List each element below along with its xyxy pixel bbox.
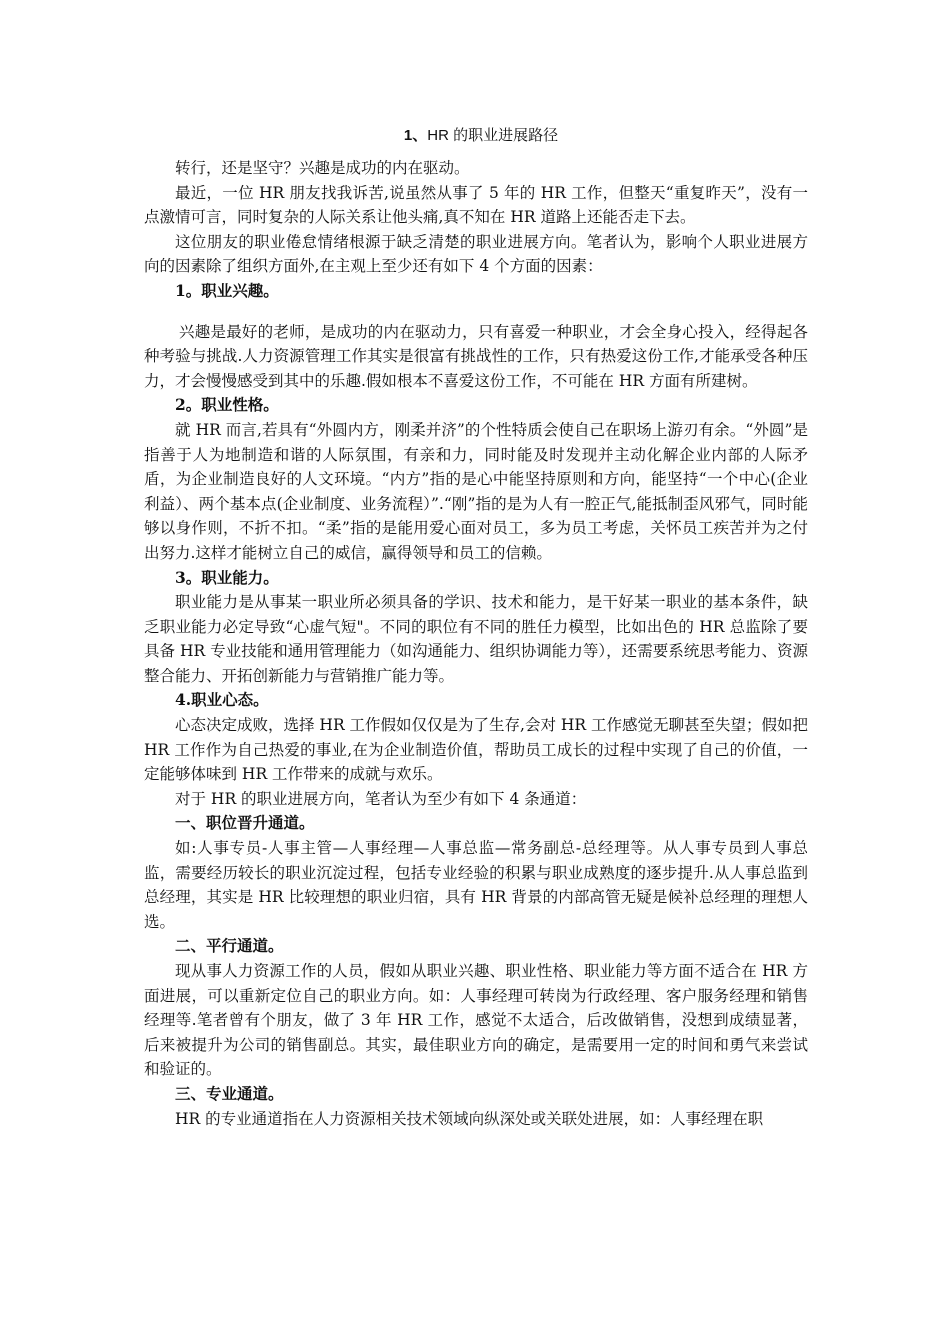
section-heading: 2。职业性格。 — [175, 395, 279, 415]
section-heading: 3。职业能力。 — [175, 567, 279, 587]
body-paragraph: 现从事人力资源工作的人员，假如从职业兴趣、职业性格、职业能力等方面不适合在 HR 方面进展，可以重新定位自己的职业方向。如：人事经理可转岗为行政经理、客户服务经理和销售经理等.笔者曾有个朋友，做了 3 年 HR 工作，感觉不太适合，后改做销售，没想到成绩显著，后来被提升为公司的销售副总。其实，最佳职业方向的确定，是需要用一定的时间和勇气来尝试和验证的。 — [144, 962, 808, 1079]
intro-paragraph: 这位朋友的职业倦怠情绪根源于缺乏清楚的职业进展方向。笔者认为，影响个人职业进展方向的因素除了组织方面外,在主观上至少还有如下 4 个方面的因素： — [144, 232, 808, 276]
section-heading: 一、职位晋升通道。 — [175, 813, 315, 833]
section-heading: 三、专业通道。 — [175, 1083, 284, 1103]
title-number: 1、 — [403, 127, 428, 144]
body-paragraph: 如:人事专员-人事主管—人事经理—人事总监—常务副总-总经理等。从人事专员到人事总监，需要经历较长的职业沉淀过程，包括专业经验的积累与职业成熟度的逐步提升.从人事总监到总经理，其实是 HR 比较理想的职业归宿，具有 HR 背景的内部高管无疑是候补总经理的理想人选。 — [144, 839, 808, 931]
document-page — [144, 124, 808, 1131]
blank-line — [144, 304, 808, 320]
section-heading: 二、平行通道。 — [175, 936, 284, 956]
body-paragraph: HR 的专业通道指在人力资源相关技术领域向纵深处或关联处进展，如：人事经理在职 — [175, 1109, 764, 1128]
intro-paragraph: 转行，还是坚守？兴趣是成功的内在驱动。 — [175, 159, 470, 177]
body-paragraph: 对于 HR 的职业进展方向，笔者认为至少有如下 4 条通道： — [175, 789, 587, 808]
document-title — [144, 124, 808, 148]
title-text: HR 的职业进展路径 — [427, 127, 559, 144]
body-paragraph: 职业能力是从事某一职业所必须具备的学识、技术和能力，是干好某一职业的基本条件，缺乏职业能力必定导致“心虚气短"。不同的职位有不同的胜任力模型，比如出色的 HR 总监除了要具备 HR 专业技能和通用管理能力（如沟通能力、组织协调能力等），还需要系统思考能力、资源整合能力、开拓创新能力与营销推广能力等。 — [144, 593, 808, 685]
section-heading: 1。职业兴趣。 — [175, 280, 279, 300]
body-paragraph: 心态决定成败，选择 HR 工作假如仅仅是为了生存,会对 HR 工作感觉无聊甚至失望；假如把 HR 工作作为自己热爱的事业,在为企业制造价值，帮助员工成长的过程中实现了自己的价值，一定能够体味到 HR 工作带来的成就与欢乐。 — [144, 716, 809, 784]
intro-paragraph: 最近，一位 HR 朋友找我诉苦,说虽然从事了 5 年的 HR 工作，但整天“重复昨天”，没有一点激情可言，同时复杂的人际关系让他头痛,真不知在 HR 道路上还能否走下去。 — [144, 183, 808, 227]
section-heading: 4.职业心态。 — [175, 690, 269, 710]
body-paragraph: 就 HR 而言,若具有“外圆内方，刚柔并济”的个性特质会使自己在职场上游刃有余。“外圆”是指善于人为地制造和谐的人际氛围，有亲和力，同时能及时发现并主动化解企业内部的人际矛盾，为企业制造良好的人文环境。“内方”指的是心中能坚持原则和方向，能坚持“一个中心(企业利益）、两个基本点(企业制度、业务流程）”.“刚”指的是为人有一腔正气,能抵制歪风邪气，同时能够以身作则，不折不扣。“柔”指的是能用爱心面对员工，多为员工考虑，关怀员工疾苦并为之付出努力.这样才能树立自己的威信，赢得领导和员工的信赖。 — [144, 420, 808, 562]
body-paragraph: 兴趣是最好的老师，是成功的内在驱动力，只有喜爱一种职业，才会全身心投入，经得起各种考验与挑战.人力资源管理工作其实是很富有挑战性的工作，只有热爱这份工作,才能承受各种压力，才会慢慢感受到其中的乐趣.假如根本不喜爱这份工作，不可能在 HR 方面有所建树。 — [144, 322, 808, 390]
